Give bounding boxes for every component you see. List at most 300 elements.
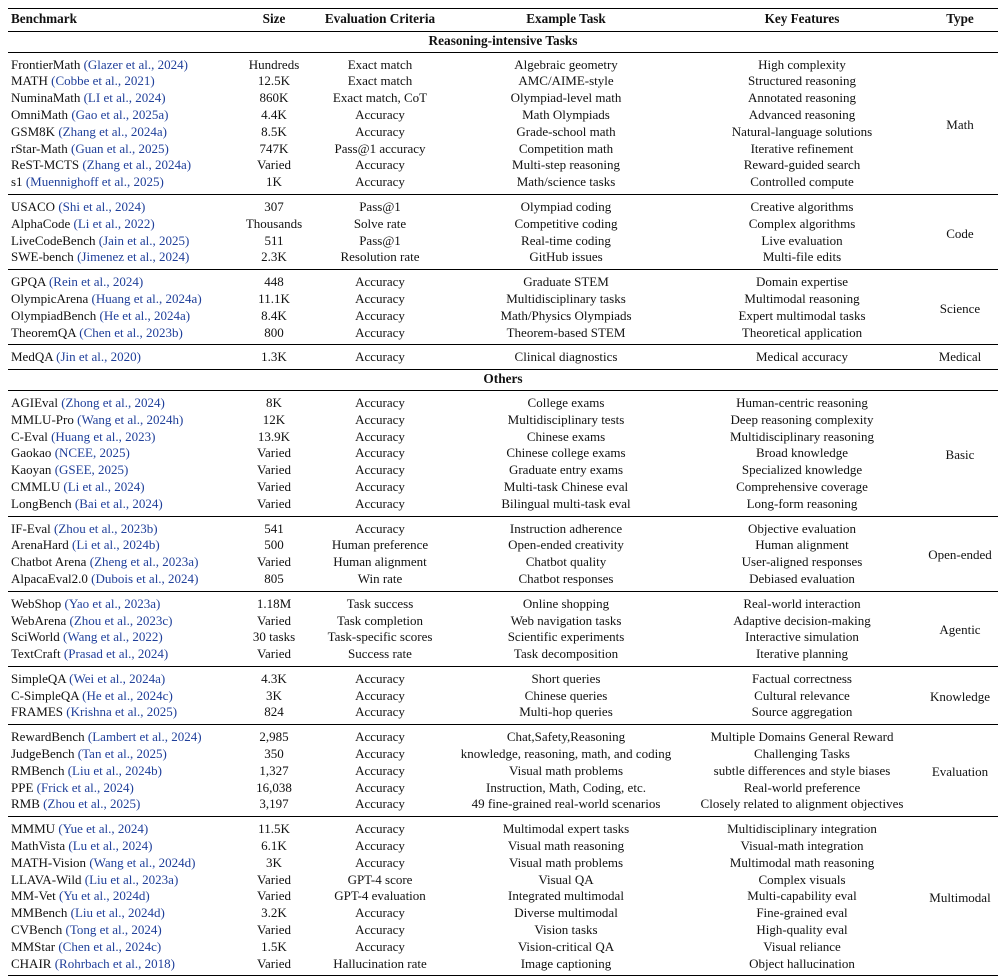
table-row [8, 855, 998, 872]
size-cell: Varied [238, 956, 310, 976]
citation-paren-open: ( [62, 922, 70, 938]
citation-link[interactable]: Lu et al., 2024 [72, 838, 149, 854]
size-cell: Varied [257, 922, 291, 938]
size-cell: 805 [238, 571, 310, 591]
citation-link[interactable]: Wang et al., 2024h [81, 411, 179, 427]
benchmark-cell [8, 412, 238, 429]
citation-paren-open: ( [66, 612, 74, 628]
benchmark-cell [8, 725, 238, 746]
key-features-cell: Medical accuracy [682, 345, 922, 370]
key-features-cell: Deep reasoning complexity [730, 411, 874, 427]
citation-link[interactable]: Liu et al., 2024d [74, 905, 161, 921]
size-cell: Varied [257, 888, 291, 904]
citation-paren-close: ) [138, 274, 144, 290]
table-row [8, 496, 998, 516]
key-features-cell: Object hallucination [682, 956, 922, 976]
citation-link[interactable]: Dubois et al., 2024 [95, 570, 195, 586]
example-task-cell: Graduate STEM [523, 274, 609, 290]
citation-link[interactable]: Liu et al., 2024b [72, 762, 158, 778]
criteria-cell: Human alignment [333, 554, 427, 570]
benchmark-name: AlphaCode [11, 215, 71, 231]
criteria-cell: Accuracy [355, 394, 405, 410]
key-features-cell: User-aligned responses [741, 554, 863, 570]
size-cell: Hundreds [248, 56, 300, 72]
example-task-cell: Visual math reasoning [507, 838, 625, 854]
citation-paren-open: ( [73, 411, 82, 427]
table-row [8, 249, 998, 269]
size-cell: Varied [257, 554, 291, 570]
citation-link[interactable]: Shi et al., 2024 [62, 198, 142, 214]
key-features-cell: Theoretical application [682, 325, 922, 345]
benchmark-cell [8, 124, 238, 141]
citation-link[interactable]: Muennighoff et al., 2025 [30, 174, 160, 190]
example-task-cell: Visual QA [538, 871, 594, 887]
criteria-cell: Accuracy [355, 687, 405, 703]
citation-link[interactable]: Rohrbach et al., 2018 [59, 955, 171, 971]
citation-link[interactable]: Huang et al., 2023 [55, 428, 152, 444]
benchmark-name: s1 [11, 174, 23, 190]
key-features-cell: subtle differences and style biases [713, 762, 891, 778]
citation-paren-close: ) [148, 838, 153, 854]
table-row [8, 796, 998, 816]
citation-paren-open: ( [86, 554, 95, 570]
benchmark-name: JudgeBench [11, 746, 75, 762]
key-features-cell: Multiple Domains General Reward [710, 729, 894, 745]
example-task-cell: Chatbot responses [450, 571, 682, 591]
size-cell: 800 [238, 325, 310, 345]
size-cell: Varied [257, 871, 291, 887]
benchmark-cell [8, 216, 238, 233]
citation-link[interactable]: Cobbe et al., 2021 [55, 73, 151, 89]
citation-link[interactable]: GSEE, 2025 [59, 462, 125, 478]
benchmark-name: MM-Vet [11, 888, 56, 904]
citation-paren-close: ) [140, 478, 145, 494]
citation-link[interactable]: Zhong et al., 2024 [65, 394, 161, 410]
size-cell: Varied [238, 496, 310, 516]
benchmark-name: TheoremQA [11, 324, 76, 340]
table-row [8, 73, 998, 90]
table-body [8, 31, 998, 976]
type-cell: Multimodal [922, 817, 998, 976]
example-task-cell: Multi-task Chinese eval [503, 478, 629, 494]
benchmark-name: C-SimpleQA [11, 687, 79, 703]
header-row [8, 9, 998, 32]
key-features-cell: Cultural relevance [754, 687, 850, 703]
citation-paren-close: ) [160, 905, 165, 921]
citation-link[interactable]: Prasad et al., 2024 [68, 646, 164, 662]
citation-paren-open: ( [70, 215, 78, 231]
citation-link[interactable]: Zhou et al., 2025 [47, 796, 136, 812]
benchmark-cell [8, 838, 238, 855]
citation-paren-close: ) [157, 922, 162, 938]
citation-paren-open: ( [80, 56, 88, 72]
benchmark-cell [8, 554, 238, 571]
type-cell: Math [922, 52, 998, 194]
citation-link[interactable]: Chen et al., 2023b [83, 324, 179, 340]
example-task-cell: 49 fine-grained real-world scenarios [450, 796, 682, 816]
example-task-cell: knowledge, reasoning, math, and coding [460, 746, 672, 762]
key-features-cell: High-quality eval [756, 922, 848, 938]
citation-paren-open: ( [67, 140, 76, 156]
key-features-cell: Advanced reasoning [748, 106, 856, 122]
benchmark-cell [8, 956, 238, 976]
citation-paren-close: ) [197, 729, 202, 745]
citation-link[interactable]: Huang et al., 2024a [95, 290, 198, 306]
citation-paren-close: ) [164, 140, 169, 156]
table-row [8, 107, 998, 124]
citation-paren-open: ( [50, 520, 59, 536]
benchmark-name: NuminaMath [11, 90, 81, 106]
size-cell: 16,038 [256, 779, 292, 795]
size-cell: 4.3K [261, 670, 287, 686]
example-task-cell: Bilingual multi-task eval [450, 496, 682, 516]
table-row [8, 646, 998, 666]
benchmark-name: TextCraft [11, 646, 61, 662]
citation-paren-close: ) [129, 779, 134, 795]
citation-link[interactable]: Liu et al., 2023a [89, 871, 174, 887]
table-row [8, 52, 998, 73]
key-features-cell: Interactive simulation [745, 629, 859, 645]
header-key-features: Key Features [682, 9, 922, 32]
citation-link[interactable]: Tan et al., 2025 [82, 746, 163, 762]
citation-link[interactable]: Zhang et al., 2024a [86, 157, 187, 173]
table-row [8, 216, 998, 233]
size-cell: 3,197 [238, 796, 310, 816]
citation-paren-open: ( [59, 629, 68, 645]
size-cell: 8.5K [261, 123, 287, 139]
citation-link[interactable]: Frick et al., 2024 [41, 779, 130, 795]
example-task-cell: Scientific experiments [507, 629, 625, 645]
example-task-cell: Olympiad-level math [510, 90, 622, 106]
benchmark-cell [8, 646, 238, 666]
table-row [8, 291, 998, 308]
citation-paren-open: ( [74, 746, 83, 762]
criteria-cell: Success rate [310, 646, 450, 666]
benchmark-cell [8, 571, 238, 591]
benchmark-name: SWE-bench [11, 249, 74, 265]
citation-link[interactable]: Rein et al., 2024 [53, 274, 139, 290]
key-features-cell: Iterative refinement [750, 140, 854, 156]
citation-paren-open: ( [80, 90, 88, 106]
citation-paren-close: ) [157, 762, 162, 778]
benchmark-name: ArenaHard [11, 537, 69, 553]
citation-link[interactable]: Wang et al., 2024d [93, 854, 192, 870]
citation-link[interactable]: Gao et al., 2025a [75, 106, 165, 122]
citation-link[interactable]: Bai et al., 2024 [79, 495, 159, 511]
citation-paren-close: ) [141, 198, 146, 214]
citation-link[interactable]: Krishna et al., 2025 [70, 704, 173, 720]
citation-link[interactable]: He et al., 2024a [103, 307, 186, 323]
citation-paren-open: ( [65, 670, 74, 686]
benchmark-name: LiveCodeBench [11, 232, 96, 248]
benchmark-cell [8, 270, 238, 291]
citation-link[interactable]: Jin et al., 2020 [60, 349, 137, 365]
citation-link[interactable]: Yao et al., 2023a [68, 595, 156, 611]
citation-paren-close: ) [124, 462, 129, 478]
citation-link[interactable]: Guan et al., 2025 [75, 140, 165, 156]
benchmark-cell [8, 462, 238, 479]
example-task-cell: Olympiad coding [520, 198, 612, 214]
criteria-cell: Accuracy [355, 670, 405, 686]
citation-link[interactable]: Glazer et al., 2024 [87, 56, 184, 72]
citation-paren-open: ( [64, 762, 73, 778]
benchmark-cell [8, 107, 238, 124]
key-features-cell: Specialized knowledge [741, 462, 863, 478]
citation-paren-open: ( [52, 349, 61, 365]
example-task-cell: Integrated multimodal [508, 888, 624, 904]
citation-paren-open: ( [45, 274, 54, 290]
benchmark-cell [8, 390, 238, 411]
benchmark-cell [8, 613, 238, 630]
key-features-cell: Objective evaluation [748, 520, 856, 536]
table-row [8, 939, 998, 956]
benchmark-cell [8, 817, 238, 838]
benchmark-cell [8, 90, 238, 107]
citation-paren-open: ( [55, 821, 63, 837]
size-cell: Varied [238, 646, 310, 666]
benchmark-table-container [8, 8, 998, 976]
citation-paren-close: ) [158, 629, 163, 645]
key-features-cell: Complex visuals [758, 871, 846, 887]
citation-paren-open: ( [47, 428, 56, 444]
key-features-cell: Fine-grained eval [756, 905, 848, 921]
example-task-cell: Open-ended creativity [508, 537, 624, 553]
citation-paren-open: ( [51, 445, 60, 461]
citation-paren-open: ( [51, 462, 60, 478]
citation-paren-close: ) [168, 612, 173, 628]
citation-paren-close: ) [173, 871, 179, 887]
type-cell: Knowledge [922, 666, 998, 724]
table-row [8, 124, 998, 141]
citation-paren-open: ( [75, 324, 84, 340]
citation-paren-close: ) [185, 249, 190, 265]
benchmark-name: Gaokao [11, 445, 52, 461]
citation-link[interactable]: Zheng et al., 2023a [94, 554, 195, 570]
benchmark-name: SciWorld [11, 629, 60, 645]
key-features-cell: Domain expertise [755, 274, 849, 290]
citation-link[interactable]: LI et al., 2024 [87, 90, 162, 106]
citation-link[interactable]: Jimenez et al., 2024 [81, 249, 186, 265]
criteria-cell: Win rate [310, 571, 450, 591]
size-cell: 1,327 [259, 762, 289, 778]
citation-paren-close: ) [170, 955, 175, 971]
citation-paren-open: ( [84, 729, 93, 745]
citation-paren-open: ( [65, 838, 73, 854]
type-cell: Medical [922, 345, 998, 370]
size-cell: 1.18M [256, 595, 292, 611]
criteria-cell: Accuracy [310, 496, 450, 516]
criteria-cell: Accuracy [355, 478, 405, 494]
benchmark-name: GSM8K [11, 123, 56, 139]
table-row [8, 325, 998, 345]
benchmark-name: FrontierMath [11, 56, 81, 72]
table-row [8, 194, 998, 215]
citation-link[interactable]: Zhou et al., 2023c [73, 612, 169, 628]
table-row [8, 174, 998, 194]
criteria-cell: Accuracy [355, 838, 405, 854]
size-cell: 824 [238, 704, 310, 724]
citation-link[interactable]: NCEE, 2025 [59, 445, 126, 461]
citation-link[interactable]: Zhou et al., 2023b [58, 520, 154, 536]
citation-paren-open: ( [68, 106, 76, 122]
citation-paren-close: ) [164, 106, 169, 122]
citation-paren-close: ) [150, 73, 155, 89]
table-row [8, 688, 998, 705]
key-features-cell: Comprehensive coverage [736, 478, 868, 494]
type-cell: Science [922, 270, 998, 345]
benchmark-cell [8, 479, 238, 496]
citation-paren-open: ( [95, 232, 104, 248]
size-cell: Varied [257, 612, 291, 628]
citation-link[interactable]: Lambert et al., 2024 [92, 729, 198, 745]
citation-link[interactable]: Wang et al., 2022 [67, 629, 159, 645]
benchmark-cell [8, 746, 238, 763]
table-row [8, 157, 998, 174]
benchmark-name: MMBench [11, 905, 68, 921]
key-features-cell: Challenging Tasks [754, 746, 850, 762]
benchmark-name: LLAVA-Wild [11, 871, 82, 887]
citation-paren-close: ) [155, 537, 160, 553]
table-row [8, 956, 998, 976]
size-cell: 13.9K [257, 428, 291, 444]
citation-paren-close: ) [155, 595, 161, 611]
benchmark-name: WebShop [11, 595, 62, 611]
citation-paren-close: ) [163, 646, 169, 662]
benchmark-name: SimpleQA [11, 670, 66, 686]
example-task-cell: Vision-critical QA [517, 938, 615, 954]
table-row [8, 872, 998, 889]
example-task-cell: Diverse multimodal [514, 905, 618, 921]
citation-paren-open: ( [39, 796, 48, 812]
table-row [8, 141, 998, 158]
criteria-cell: GPT-4 score [347, 871, 413, 887]
example-task-cell: Online shopping [522, 595, 610, 611]
benchmark-name: RMBench [11, 762, 65, 778]
benchmark-table [8, 8, 998, 976]
citation-paren-close: ) [178, 411, 184, 427]
citation-paren-open: ( [81, 871, 90, 887]
size-cell: 30 tasks [252, 629, 296, 645]
example-task-cell: Competitive coding [514, 215, 618, 231]
header-benchmark: Benchmark [8, 9, 238, 32]
benchmark-name: IF-Eval [11, 520, 51, 536]
table-row [8, 666, 998, 687]
benchmark-name: RewardBench [11, 729, 85, 745]
section-header-row [8, 31, 998, 52]
table-row [8, 905, 998, 922]
citation-paren-close: ) [153, 520, 158, 536]
citation-link[interactable]: Li et al., 2022 [77, 215, 151, 231]
criteria-cell: Accuracy [355, 905, 405, 921]
citation-link[interactable]: Wei et al., 2024a [73, 670, 161, 686]
citation-paren-close: ) [150, 215, 155, 231]
citation-link[interactable]: Li et al., 2024 [67, 478, 141, 494]
size-cell: 12K [262, 411, 286, 427]
key-features-cell: Natural-language solutions [731, 123, 873, 139]
example-task-cell: Visual math problems [508, 854, 624, 870]
example-task-cell: AMC/AIME-style [518, 73, 614, 89]
citation-link[interactable]: Yu et al., 2024d [63, 888, 146, 904]
citation-link[interactable]: Li et al., 2024b [76, 537, 156, 553]
key-features-cell: Source aggregation [682, 704, 922, 724]
size-cell: 3.2K [261, 905, 287, 921]
benchmark-name: OlympicArena [11, 290, 89, 306]
citation-paren-open: ( [57, 394, 66, 410]
key-features-cell: Human alignment [755, 537, 849, 553]
benchmark-cell [8, 174, 238, 194]
citation-paren-close: ) [125, 445, 130, 461]
citation-link[interactable]: Tong et al., 2024 [69, 922, 158, 938]
size-cell: 4.4K [261, 106, 287, 122]
example-task-cell: Chatbot quality [525, 554, 607, 570]
citation-paren-open: ( [78, 687, 87, 703]
benchmark-cell [8, 345, 238, 370]
citation-paren-close: ) [168, 687, 173, 703]
citation-paren-open: ( [61, 595, 69, 611]
citation-paren-close: ) [162, 123, 168, 139]
section-header-row [8, 370, 998, 391]
table-row [8, 591, 998, 612]
criteria-cell: Task success [346, 595, 414, 611]
size-cell: 8K [266, 394, 282, 410]
example-task-cell: Short queries [531, 670, 601, 686]
citation-paren-close: ) [162, 746, 167, 762]
benchmark-cell [8, 780, 238, 797]
table-row [8, 613, 998, 630]
table-row [8, 838, 998, 855]
size-cell: 1K [238, 174, 310, 194]
benchmark-cell [8, 591, 238, 612]
citation-paren-close: ) [160, 394, 165, 410]
benchmark-cell [8, 888, 238, 905]
type-cell: Basic [922, 390, 998, 516]
example-task-cell: College exams [527, 394, 605, 410]
criteria-cell: Solve rate [353, 215, 407, 231]
citation-link[interactable]: Jain et al., 2025 [103, 232, 186, 248]
size-cell: 2.3K [238, 249, 310, 269]
criteria-cell: Accuracy [355, 922, 405, 938]
benchmark-cell [8, 445, 238, 462]
example-task-cell: Algebraic geometry [514, 56, 618, 72]
example-task-cell: Image captioning [450, 956, 682, 976]
key-features-cell: Adaptive decision-making [733, 612, 871, 628]
citation-link[interactable]: Chen et al., 2024c [62, 938, 157, 954]
benchmark-cell [8, 429, 238, 446]
key-features-cell: Structured reasoning [748, 73, 856, 89]
criteria-cell: Task completion [336, 612, 424, 628]
citation-paren-open: ( [79, 157, 87, 173]
benchmark-name: MedQA [11, 349, 53, 365]
benchmark-name: LongBench [11, 495, 72, 511]
example-task-cell: Chinese college exams [506, 445, 626, 461]
criteria-cell: Accuracy [355, 746, 405, 762]
benchmark-name: MMLU-Pro [11, 411, 74, 427]
citation-link[interactable]: Yue et al., 2024 [62, 821, 144, 837]
benchmark-cell [8, 688, 238, 705]
example-task-cell: Graduate entry exams [508, 462, 624, 478]
citation-link[interactable]: Zhang et al., 2024a [62, 123, 163, 139]
table-row [8, 479, 998, 496]
citation-paren-close: ) [136, 349, 142, 365]
citation-paren-open: ( [71, 495, 80, 511]
example-task-cell: Clinical diagnostics [450, 345, 682, 370]
key-features-cell: Multi-file edits [682, 249, 922, 269]
type-cell: Open-ended [922, 516, 998, 591]
citation-link[interactable]: He et al., 2024c [86, 687, 169, 703]
criteria-cell: Accuracy [310, 345, 450, 370]
benchmark-name: RMB [11, 796, 40, 812]
criteria-cell: Accuracy [355, 779, 405, 795]
